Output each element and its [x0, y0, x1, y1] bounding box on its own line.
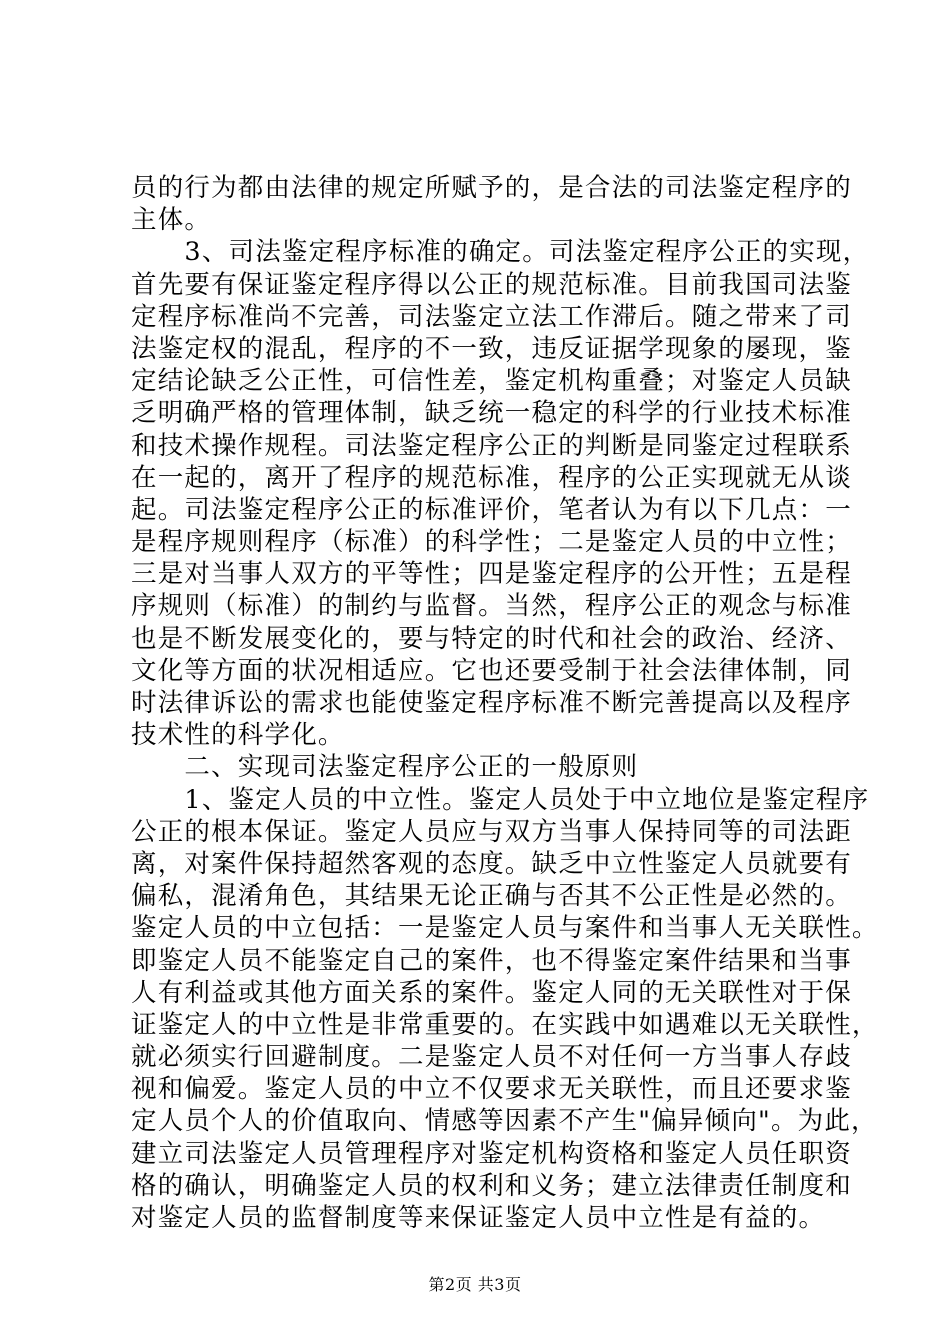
- text-line: 人有利益或其他方面关系的案件。鉴定人同的无关联性对于保: [131, 977, 852, 1008]
- text-line: 证鉴定人的中立性是非常重要的。在实践中如遇难以无关联性，: [131, 1009, 879, 1040]
- text-line: 法鉴定权的混乱，程序的不一致，违反证据学现象的屡现，鉴: [131, 333, 852, 364]
- text-line: 就必须实行回避制度。二是鉴定人员不对任何一方当事人存歧: [131, 1042, 852, 1073]
- text-line: 和技术操作规程。司法鉴定程序公正的判断是同鉴定过程联系: [131, 430, 852, 461]
- text-line: 乏明确严格的管理体制，缺乏统一稳定的科学的行业技术标准: [131, 398, 852, 429]
- text-line: 文化等方面的状况相适应。它也还要受制于社会法律体制，同: [131, 655, 852, 686]
- text-line: 偏私，混淆角色，其结果无论正确与否其不公正性是必然的。: [131, 881, 852, 912]
- page-number-footer: 第2页 共3页: [428, 1275, 522, 1294]
- text-line: 定人员个人的价值取向、情感等因素不产生"偏异倾向"。为此，: [131, 1106, 878, 1137]
- text-line: 建立司法鉴定人员管理程序对鉴定机构资格和鉴定人员任职资: [131, 1138, 852, 1169]
- text-line: 公正的根本保证。鉴定人员应与双方当事人保持同等的司法距: [131, 816, 852, 847]
- text-line: 序规则（标准）的制约与监督。当然，程序公正的观念与标准: [131, 591, 852, 622]
- text-line: 离，对案件保持超然客观的态度。缺乏中立性鉴定人员就要有: [131, 848, 852, 879]
- text-line: 时法律诉讼的需求也能使鉴定程序标准不断完善提高以及程序: [131, 688, 852, 718]
- text-line: 对鉴定人员的监督制度等来保证鉴定人员中立性是有益的。: [131, 1203, 826, 1233]
- text-line: 主体。: [131, 205, 212, 236]
- text-line: 三是对当事人双方的平等性；四是鉴定程序的公开性；五是程: [131, 559, 852, 590]
- text-line: 技术性的科学化。: [131, 720, 345, 751]
- text-line: 视和偏爱。鉴定人员的中立不仅要求无关联性，而且还要求鉴: [131, 1074, 852, 1105]
- text-line: 1、鉴定人员的中立性。鉴定人员处于中立地位是鉴定程序: [131, 784, 870, 815]
- text-line: 首先要有保证鉴定程序得以公正的规范标准。目前我国司法鉴: [131, 269, 852, 300]
- text-line: 在一起的，离开了程序的规范标准，程序的公正实现就无从谈: [131, 462, 852, 493]
- text-line: 即鉴定人员不能鉴定自己的案件，也不得鉴定案件结果和当事: [131, 945, 852, 976]
- text-line: 定程序标准尚不完善，司法鉴定立法工作滞后。随之带来了司: [131, 301, 852, 332]
- text-line: 员的行为都由法律的规定所赋予的，是合法的司法鉴定程序的: [131, 173, 852, 203]
- text-line: 格的确认，明确鉴定人员的权利和义务；建立法律责任制度和: [131, 1170, 852, 1201]
- text-line: 鉴定人员的中立包括：一是鉴定人员与案件和当事人无关联性。: [131, 913, 879, 944]
- section-heading: 二、实现司法鉴定程序公正的一般原则: [131, 752, 639, 783]
- body-text: [131, 172, 879, 1234]
- text-line: 3、司法鉴定程序标准的确定。司法鉴定程序公正的实现，: [131, 237, 870, 268]
- text-line: 起。司法鉴定程序公正的标准评价，笔者认为有以下几点：一: [131, 494, 852, 525]
- text-line: 也是不断发展变化的，要与特定的时代和社会的政治、经济、: [131, 623, 852, 654]
- text-line: 定结论缺乏公正性，可信性差，鉴定机构重叠；对鉴定人员缺: [131, 366, 852, 397]
- text-line: 是程序规则程序（标准）的科学性；二是鉴定人员的中立性；: [131, 527, 852, 558]
